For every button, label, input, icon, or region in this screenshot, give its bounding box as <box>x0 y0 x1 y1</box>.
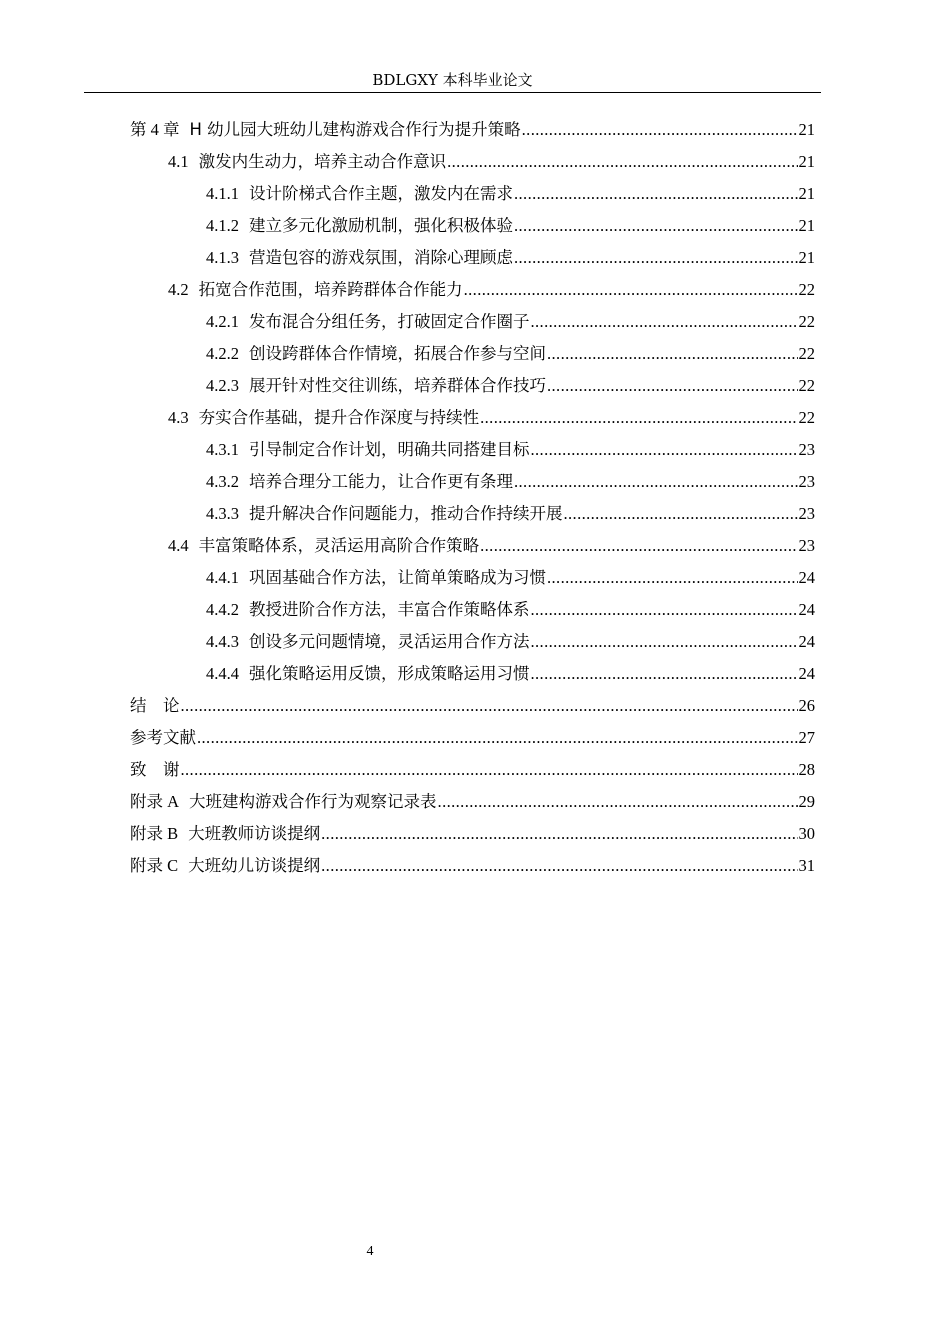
toc-dot-leader <box>464 274 798 306</box>
toc-entry-page: 22 <box>798 408 815 427</box>
page-header <box>84 70 821 93</box>
toc-entry[interactable] <box>130 210 815 242</box>
toc-entry-page: 27 <box>798 728 815 747</box>
toc-entry-number: 4.1 <box>168 152 189 171</box>
toc-dot-leader <box>514 466 798 498</box>
toc-entry-page: 23 <box>798 440 815 459</box>
header-title: BDLGXY 本科毕业论文 <box>372 71 533 89</box>
toc-entry-page: 23 <box>798 536 815 555</box>
toc-entry-title: 大班建构游戏合作行为观察记录表 <box>189 792 437 811</box>
toc-entry[interactable] <box>130 498 815 530</box>
toc-entry-title: 营造包容的游戏氛围，消除心理顾虑 <box>249 248 513 267</box>
toc-entry-number: 4.3.2 <box>206 472 239 491</box>
toc-dot-leader <box>531 306 798 338</box>
toc-entry-title: 激发内生动力，培养主动合作意识 <box>198 152 447 171</box>
toc-dot-leader <box>531 658 798 690</box>
toc-entry-page: 24 <box>798 600 815 619</box>
toc-dot-leader <box>531 434 798 466</box>
toc-entry-title: 引导制定合作计划，明确共同搭建目标 <box>249 440 530 459</box>
toc-entry-page: 24 <box>798 568 815 587</box>
toc-entry-page: 22 <box>798 376 815 395</box>
toc-dot-leader <box>547 562 798 594</box>
toc-entry[interactable] <box>130 434 815 466</box>
toc-entry-page: 30 <box>798 824 815 843</box>
toc-entry[interactable] <box>130 338 815 370</box>
toc-entry[interactable] <box>130 626 815 658</box>
toc-entry-title: 设计阶梯式合作主题，激发内在需求 <box>249 184 513 203</box>
toc-dot-leader <box>480 530 797 562</box>
toc-entry-title: 结 论 <box>130 696 180 715</box>
toc-entry-page: 22 <box>798 344 815 363</box>
toc-dot-leader <box>522 114 798 146</box>
toc-dot-leader <box>197 722 798 754</box>
toc-entry-page: 22 <box>798 280 815 299</box>
toc-entry-title: 拓宽合作范围，培养跨群体合作能力 <box>198 280 463 299</box>
toc-dot-leader <box>547 370 798 402</box>
toc-entry[interactable] <box>130 402 815 434</box>
table-of-contents <box>130 114 815 882</box>
toc-entry[interactable] <box>130 658 815 690</box>
toc-dot-leader <box>447 146 797 178</box>
toc-entry-page: 21 <box>798 216 815 235</box>
toc-entry-number: 4.2.1 <box>206 312 239 331</box>
toc-entry[interactable] <box>130 274 815 306</box>
toc-entry-number: 4.1.1 <box>206 184 239 203</box>
toc-dot-leader <box>181 754 798 786</box>
toc-dot-leader <box>514 178 798 210</box>
toc-entry[interactable] <box>130 306 815 338</box>
toc-entry-title: H 幼儿园大班幼儿建构游戏合作行为提升策略 <box>189 120 521 139</box>
toc-entry-page: 31 <box>798 856 815 875</box>
toc-entry-number: 4.4.4 <box>206 664 239 683</box>
toc-entry-page: 21 <box>798 248 815 267</box>
toc-entry-page: 29 <box>798 792 815 811</box>
toc-dot-leader <box>564 498 798 530</box>
toc-entry-number: 4.3.3 <box>206 504 239 523</box>
toc-entry-page: 28 <box>798 760 815 779</box>
toc-entry-number: 附录 C <box>130 856 179 875</box>
toc-entry-title: 建立多元化激励机制，强化积极体验 <box>249 216 513 235</box>
toc-entry-page: 23 <box>798 504 815 523</box>
toc-entry-number: 4.2.3 <box>206 376 239 395</box>
toc-dot-leader <box>531 626 798 658</box>
toc-entry-page: 24 <box>798 664 815 683</box>
toc-dot-leader <box>321 850 797 882</box>
toc-entry[interactable] <box>130 242 815 274</box>
toc-entry-number: 附录 A <box>130 792 180 811</box>
toc-entry-title: 强化策略运用反馈，形成策略运用习惯 <box>249 664 530 683</box>
toc-entry-title: 丰富策略体系，灵活运用高阶合作策略 <box>198 536 480 555</box>
toc-entry-title: 创设多元问题情境，灵活运用合作方法 <box>249 632 530 651</box>
toc-entry[interactable] <box>130 530 815 562</box>
toc-entry-page: 26 <box>798 696 815 715</box>
toc-entry-number: 4.3.1 <box>206 440 239 459</box>
toc-dot-leader <box>547 338 798 370</box>
toc-entry-title: 教授进阶合作方法，丰富合作策略体系 <box>249 600 530 619</box>
toc-entry-number: 4.1.2 <box>206 216 239 235</box>
toc-entry-title: 发布混合分组任务，打破固定合作圈子 <box>249 312 530 331</box>
toc-entry[interactable] <box>130 146 815 178</box>
toc-entry[interactable] <box>130 722 815 754</box>
toc-entry[interactable] <box>130 850 815 882</box>
page-number: 4 <box>366 1244 374 1259</box>
toc-entry[interactable] <box>130 562 815 594</box>
toc-entry-title: 大班教师访谈提纲 <box>188 824 321 843</box>
toc-entry-title: 巩固基础合作方法，让简单策略成为习惯 <box>249 568 546 587</box>
toc-entry-number: 4.2 <box>168 280 189 299</box>
toc-dot-leader <box>531 594 798 626</box>
toc-entry-title: 致 谢 <box>130 760 180 779</box>
toc-entry[interactable] <box>130 690 815 722</box>
toc-entry-number: 4.1.3 <box>206 248 239 267</box>
toc-entry-title: 夯实合作基础，提升合作深度与持续性 <box>198 408 480 427</box>
toc-dot-leader <box>438 786 798 818</box>
toc-entry-title: 培养合理分工能力，让合作更有条理 <box>249 472 513 491</box>
toc-entry-title: 展开针对性交往训练，培养群体合作技巧 <box>249 376 546 395</box>
toc-entry[interactable] <box>130 370 815 402</box>
toc-entry[interactable] <box>130 114 815 146</box>
toc-entry-number: 4.4.3 <box>206 632 239 651</box>
toc-dot-leader <box>514 210 798 242</box>
toc-entry[interactable] <box>130 818 815 850</box>
toc-entry-page: 21 <box>798 120 815 139</box>
toc-entry-page: 23 <box>798 472 815 491</box>
toc-dot-leader <box>181 690 798 722</box>
toc-entry[interactable] <box>130 466 815 498</box>
toc-dot-leader <box>514 242 798 274</box>
toc-entry-number: 4.2.2 <box>206 344 239 363</box>
toc-entry-number: 附录 B <box>130 824 179 843</box>
toc-entry-number: 4.4.1 <box>206 568 239 587</box>
toc-entry[interactable] <box>130 786 815 818</box>
toc-entry-title: 参考文献 <box>130 728 196 747</box>
toc-entry[interactable] <box>130 178 815 210</box>
toc-entry-title: 创设跨群体合作情境，拓展合作参与空间 <box>249 344 546 363</box>
toc-entry-number: 第 4 章 <box>130 120 180 139</box>
toc-entry-number: 4.4.2 <box>206 600 239 619</box>
toc-entry-number: 4.3 <box>168 408 189 427</box>
toc-entry-title: 大班幼儿访谈提纲 <box>188 856 321 875</box>
toc-entry[interactable] <box>130 754 815 786</box>
toc-entry-page: 21 <box>798 152 815 171</box>
toc-entry[interactable] <box>130 594 815 626</box>
toc-dot-leader <box>480 402 797 434</box>
toc-entry-page: 21 <box>798 184 815 203</box>
toc-entry-number: 4.4 <box>168 536 189 555</box>
toc-entry-title: 提升解决合作问题能力，推动合作持续开展 <box>249 504 563 523</box>
toc-entry-page: 24 <box>798 632 815 651</box>
toc-entry-page: 22 <box>798 312 815 331</box>
toc-dot-leader <box>321 818 797 850</box>
